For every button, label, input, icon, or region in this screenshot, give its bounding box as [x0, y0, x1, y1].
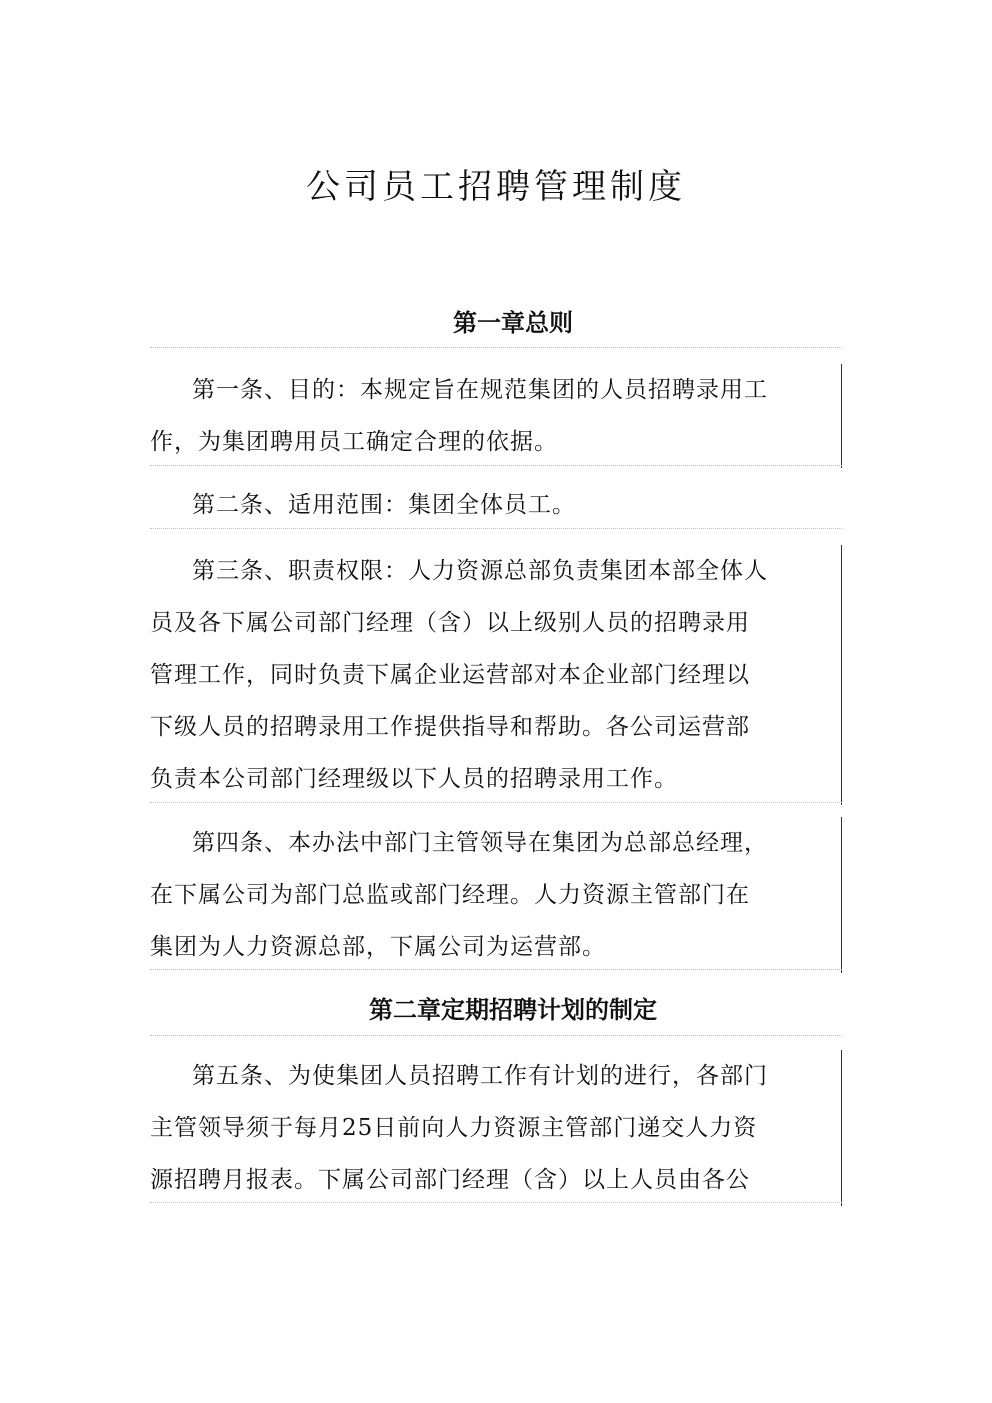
article-5-line-2: 主管领导须于每月25日前向人力资源主管部门递交人力资: [150, 1115, 758, 1141]
article-5: [150, 1050, 842, 1206]
article-3-line-1: 第三条、职责权限：人力资源总部负责集团本部全体人: [192, 558, 768, 584]
article-4-line-2: 在下属公司为部门总监或部门经理。人力资源主管部门在: [150, 882, 750, 908]
divider: [150, 1035, 842, 1036]
divider: [150, 802, 842, 803]
article-4: [150, 817, 842, 973]
article-1-line-2: 作，为集团聘用员工确定合理的依据。: [150, 429, 558, 455]
article-3-line-4: 下级人员的招聘录用工作提供指导和帮助。各公司运营部: [150, 714, 750, 740]
article-5-line-3: 源招聘月报表。下属公司部门经理（含）以上人员由各公: [150, 1167, 750, 1193]
article-2: [150, 479, 842, 531]
article-4-line-1: 第四条、本办法中部门主管领导在集团为总部总经理，: [192, 830, 768, 856]
document-title: 公司员工招聘管理制度: [306, 167, 686, 207]
chapter-1-title: 第一章总则: [453, 309, 573, 337]
article-1: [150, 364, 842, 468]
article-3-line-5: 负责本公司部门经理级以下人员的招聘录用工作。: [150, 766, 678, 792]
article-3-line-3: 管理工作，同时负责下属企业运营部对本企业部门经理以: [150, 662, 750, 688]
divider: [150, 347, 842, 348]
article-3: [150, 545, 842, 805]
divider: [150, 969, 842, 970]
article-3-line-2: 员及各下属公司部门经理（含）以上级别人员的招聘录用: [150, 610, 750, 636]
chapter-2-title: 第二章定期招聘计划的制定: [369, 996, 657, 1024]
divider: [150, 1202, 842, 1203]
divider: [150, 528, 842, 529]
article-2-line-1: 第二条、适用范围：集团全体员工。: [192, 492, 576, 518]
article-1-line-1: 第一条、目的：本规定旨在规范集团的人员招聘录用工: [192, 377, 768, 403]
divider: [150, 465, 842, 466]
article-4-line-3: 集团为人力资源总部，下属公司为运营部。: [150, 934, 606, 960]
article-5-line-1: 第五条、为使集团人员招聘工作有计划的进行，各部门: [192, 1063, 768, 1089]
